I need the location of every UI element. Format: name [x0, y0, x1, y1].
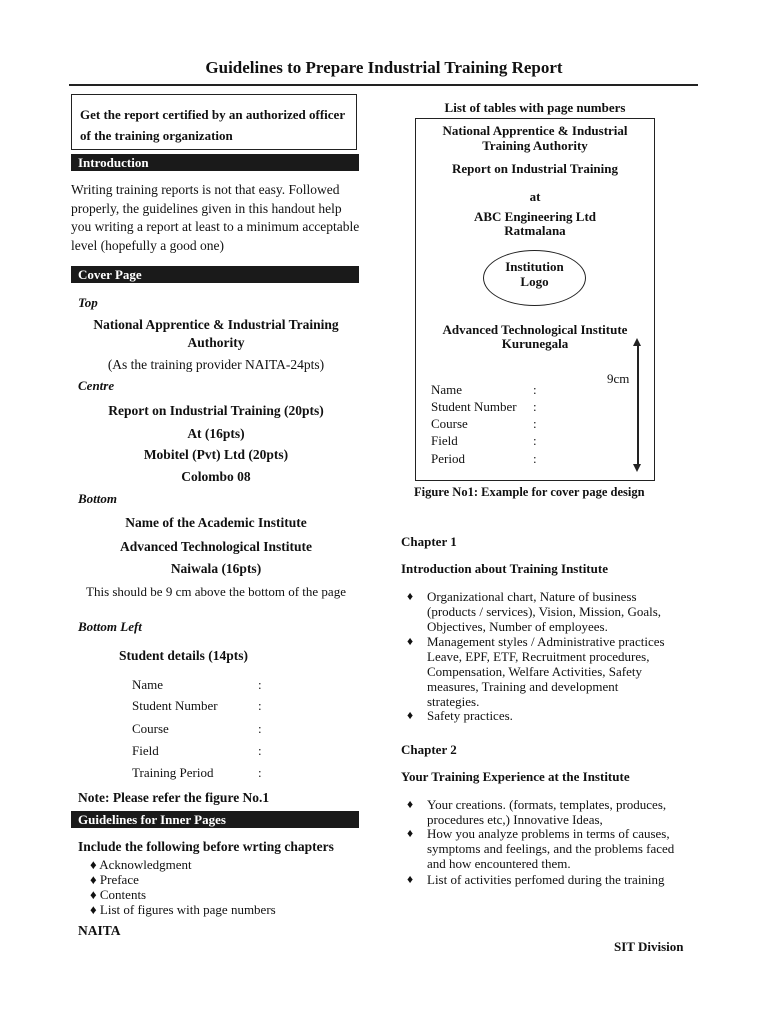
- field-training-period-label: Training Period: [132, 765, 214, 780]
- figure-line-6: Ratmalana: [504, 223, 566, 238]
- centre-line-2: At (16pts): [187, 426, 245, 441]
- bottom-note: This should be 9 cm above the bottom of the page: [86, 584, 346, 599]
- figure-line-2: Training Authority: [482, 138, 588, 153]
- field-colon: :: [258, 698, 262, 713]
- figure-reference-note: Note: Please refer the figure No.1: [78, 790, 270, 805]
- field-course-label: Course: [132, 721, 169, 736]
- chapter-1-subheading: Introduction about Training Institute: [401, 561, 608, 576]
- centre-line-4: Colombo 08: [181, 469, 251, 484]
- bottom-label: Bottom: [78, 491, 118, 506]
- student-details-heading: Student details (14pts): [119, 648, 249, 663]
- field-colon: :: [258, 721, 262, 736]
- diamond-bullet-icon: ♦: [407, 634, 414, 648]
- inner-pages-heading: Guidelines for Inner Pages: [71, 811, 359, 828]
- diamond-bullet-icon: ♦: [407, 826, 414, 840]
- figure-line-1: National Apprentice & Industrial: [442, 123, 628, 138]
- arrow-down-icon: [633, 464, 641, 472]
- list-item: Safety practices.: [427, 708, 513, 723]
- footer-right: SIT Division: [614, 939, 684, 954]
- introduction-heading: Introduction: [71, 154, 359, 171]
- footer-left: NAITA: [78, 923, 121, 938]
- list-item: Your creations. (formats, templates, produces, procedures etc,) Innovative Ideas,: [427, 797, 667, 827]
- introduction-text: Writing training reports is not that easy. Followed properly, the guidelines given in this handout help you writing a report at least to a minimum acceptable level (hopefully a good one): [71, 182, 360, 253]
- figure-top-caption: List of tables with page numbers: [444, 100, 626, 115]
- figure-line-5: ABC Engineering Ltd: [473, 209, 597, 224]
- figure-line-3: Report on Industrial Training: [451, 161, 619, 176]
- logo-text: Institution Logo: [505, 259, 564, 289]
- top-line-2: Authority: [187, 335, 245, 350]
- dimension-line: [637, 344, 639, 468]
- field-field-label: Field: [132, 743, 159, 758]
- list-item: Management styles / Administrative practices Leave, EPF, ETF, Recruitment procedures, Compensation, Welfare Activities, Safety measures, Training and development strategies.: [427, 634, 665, 709]
- centre-line-3: Mobitel (Pvt) Ltd (20pts): [143, 447, 289, 462]
- chapter-1-heading: Chapter 1: [401, 534, 457, 549]
- inner-pages-list: [90, 857, 276, 917]
- field-colon: :: [258, 743, 262, 758]
- field-colon: :: [533, 416, 537, 431]
- figure-field-name: Name: [431, 382, 463, 397]
- list-item: Organizational chart, Nature of business (products / services), Vision, Mission, Goals, Objectives, Number of employees.: [427, 589, 662, 634]
- field-colon: :: [533, 433, 537, 448]
- bottom-line-1: Name of the Academic Institute: [125, 515, 307, 530]
- bottom-line-3: Naiwala (16pts): [170, 561, 262, 576]
- diamond-bullet-icon: ♦: [407, 589, 414, 603]
- field-colon: :: [258, 677, 262, 692]
- diamond-bullet-icon: ♦: [90, 902, 97, 917]
- figure-field-period: Period: [431, 451, 465, 466]
- list-item: ♦ Preface: [90, 872, 139, 887]
- figure-caption: Figure No1: Example for cover page design: [414, 485, 645, 499]
- diamond-bullet-icon: ♦: [90, 887, 97, 902]
- figure-line-8: Kurunegala: [501, 336, 569, 351]
- field-colon: :: [533, 382, 537, 397]
- dimension-label: 9cm: [607, 371, 630, 386]
- title-divider: [69, 84, 698, 86]
- figure-line-7: Advanced Technological Institute: [442, 322, 628, 337]
- chapter-2-heading: Chapter 2: [401, 742, 457, 757]
- diamond-bullet-icon: ♦: [407, 797, 414, 811]
- figure-field-field: Field: [431, 433, 458, 448]
- centre-label: Centre: [78, 378, 115, 393]
- field-name-label: Name: [132, 677, 164, 692]
- inner-pages-intro: Include the following before wrting chapters: [78, 839, 334, 854]
- centre-line-1: Report on Industrial Training (20pts): [108, 403, 324, 418]
- figure-field-student-number: Student Number: [431, 399, 517, 414]
- field-colon: :: [258, 765, 262, 780]
- list-item: ♦ Acknowledgment: [90, 857, 192, 872]
- diamond-bullet-icon: ♦: [407, 708, 414, 722]
- top-line-1: National Apprentice & Industrial Training: [93, 317, 339, 332]
- list-item: ♦ List of figures with page numbers: [90, 902, 276, 917]
- top-label: Top: [78, 295, 98, 310]
- list-item: How you analyze problems in terms of causes, symptoms and feelings, and the problems faced and how encountered them.: [427, 826, 675, 871]
- chapter-2-subheading: Your Training Experience at the Institute: [401, 769, 630, 784]
- figure-line-4: at: [529, 189, 541, 204]
- diamond-bullet-icon: ♦: [90, 872, 97, 887]
- certification-note-box: Get the report certified by an authorized officer of the training organization: [71, 94, 357, 150]
- list-item: ♦ Contents: [90, 887, 147, 902]
- diamond-bullet-icon: ♦: [407, 872, 414, 886]
- bottom-line-2: Advanced Technological Institute: [119, 539, 313, 554]
- field-student-number-label: Student Number: [132, 698, 218, 713]
- bottom-left-label: Bottom Left: [78, 619, 142, 634]
- list-item: List of activities perfomed during the training: [427, 872, 665, 887]
- diamond-bullet-icon: ♦: [90, 857, 97, 872]
- top-note: (As the training provider NAITA-24pts): [107, 357, 325, 372]
- figure-field-course: Course: [431, 416, 468, 431]
- page-title: Guidelines to Prepare Industrial Training Report: [205, 58, 563, 77]
- field-colon: :: [533, 399, 537, 414]
- cover-page-heading: Cover Page: [71, 266, 359, 283]
- field-colon: :: [533, 451, 537, 466]
